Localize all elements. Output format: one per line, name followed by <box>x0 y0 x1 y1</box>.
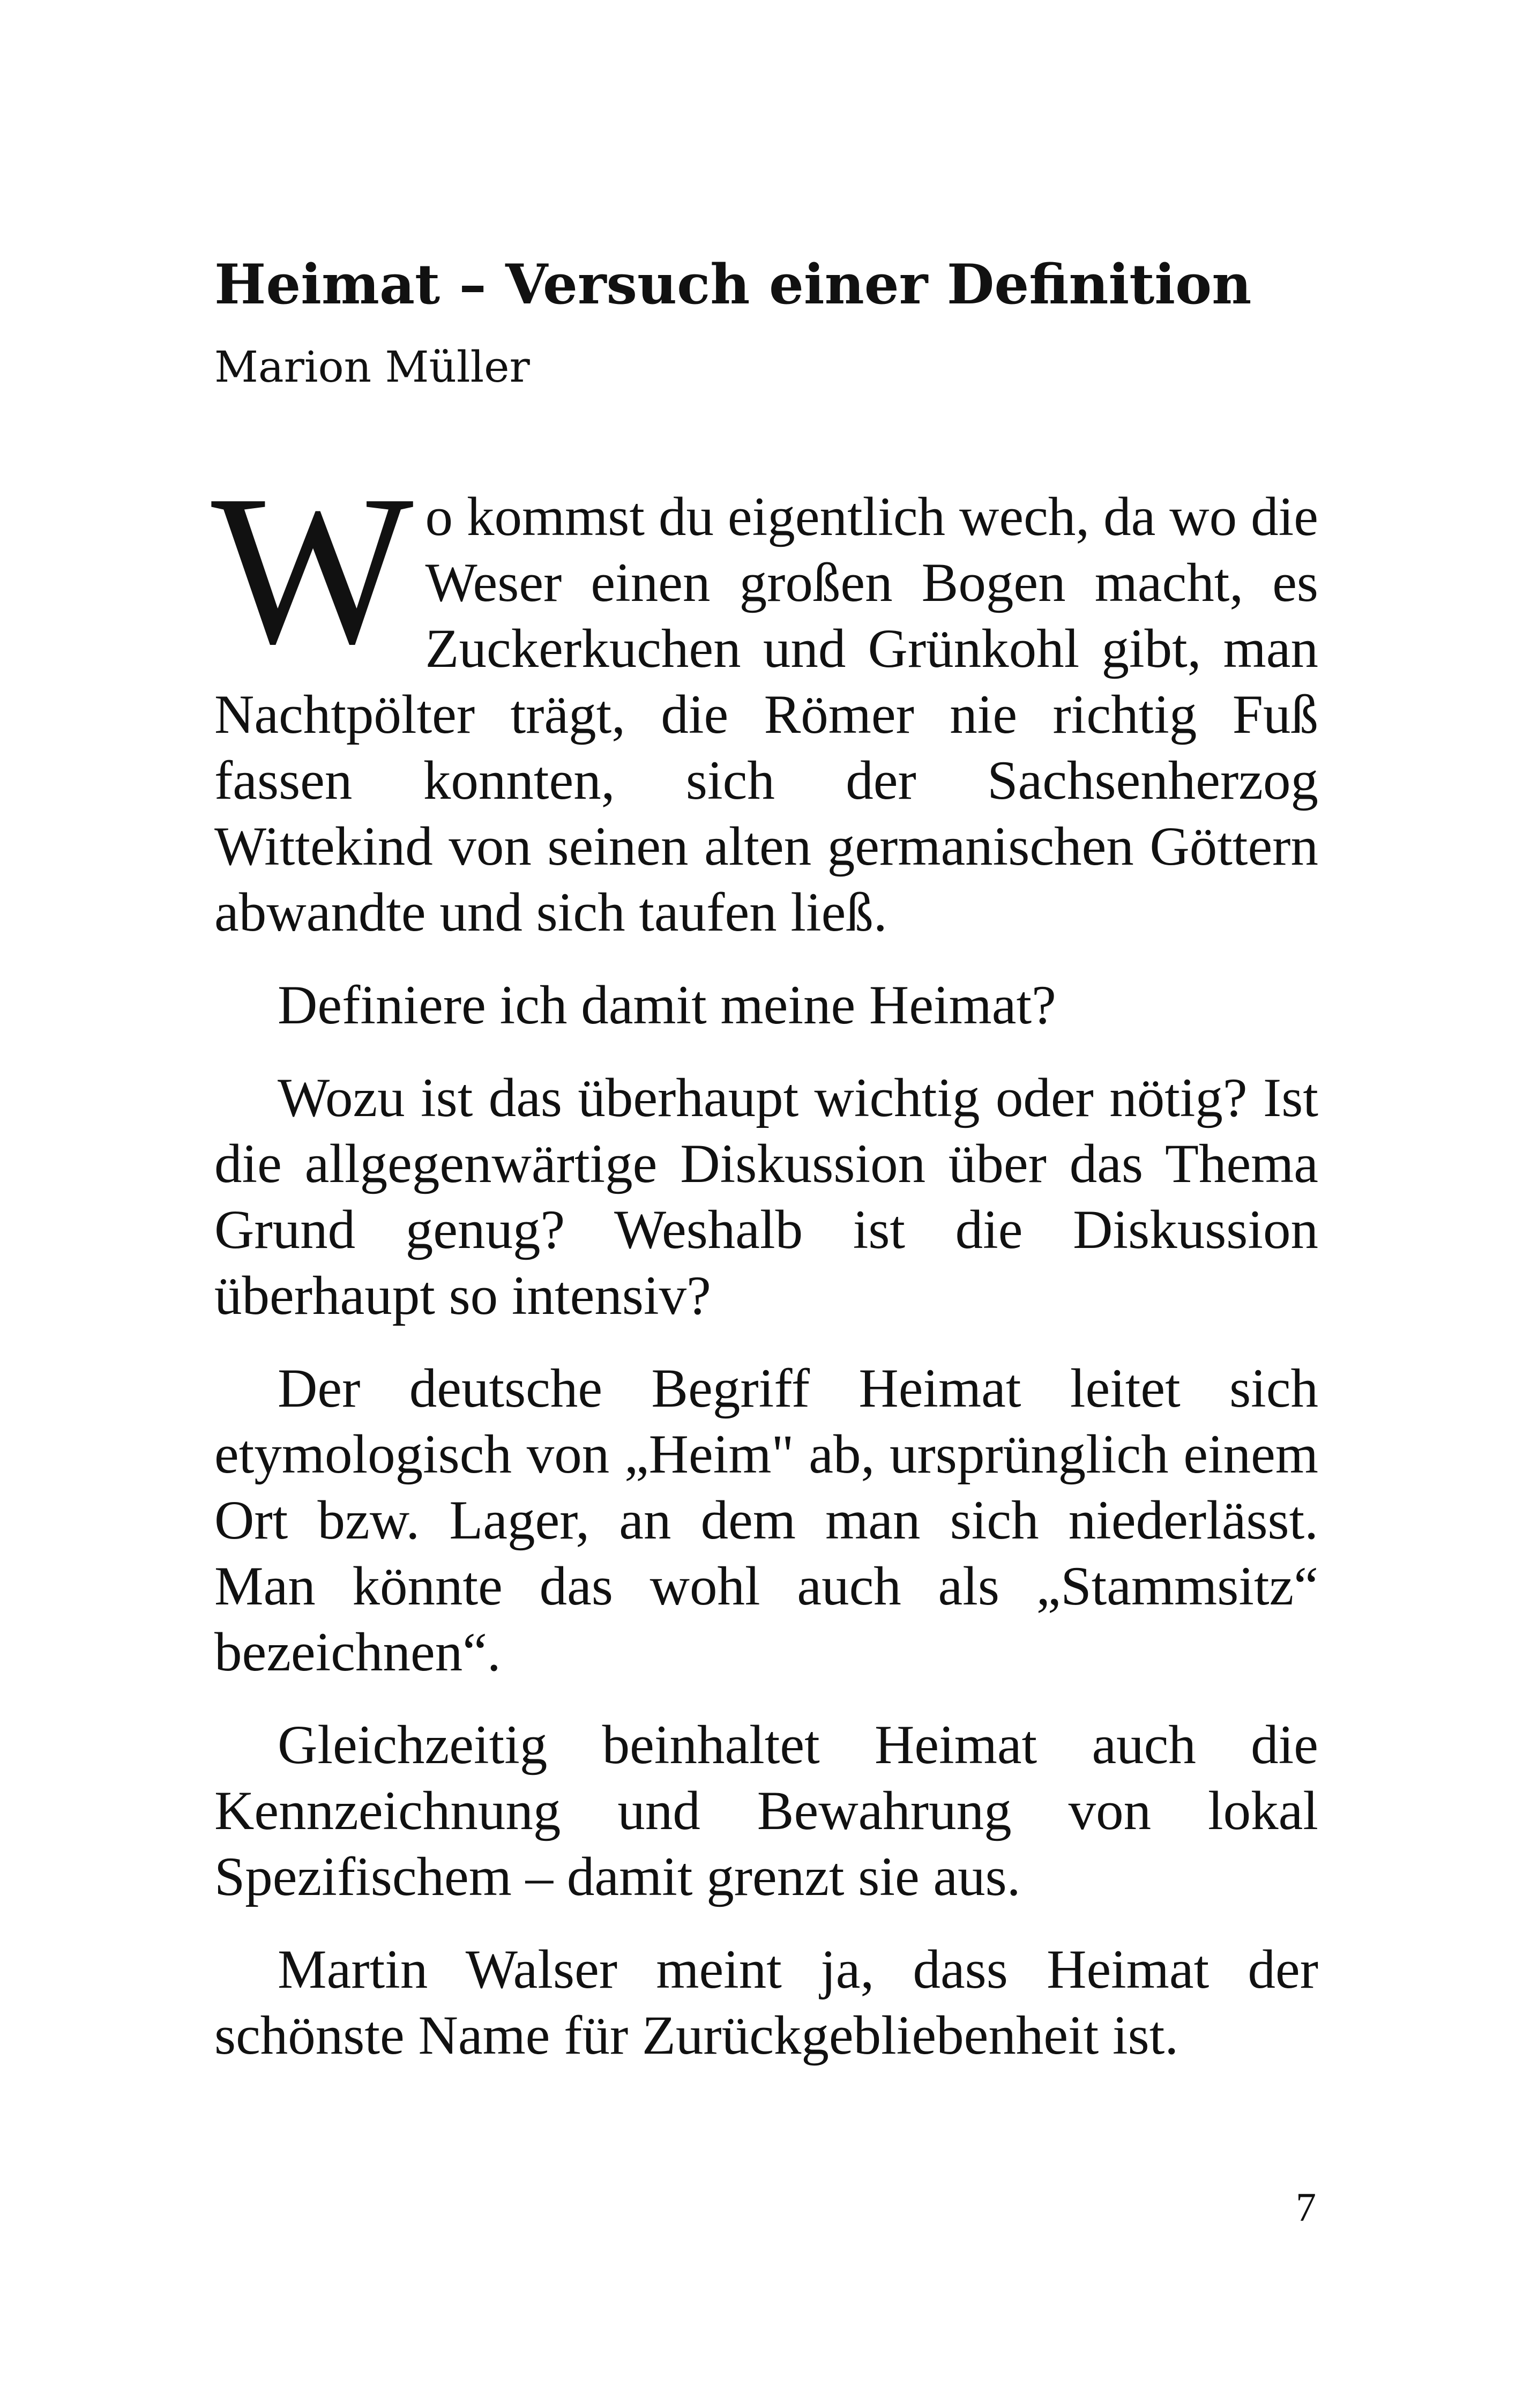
paragraph: Wozu ist das überhaupt wichtig oder nötig? Ist die allgegenwärtige Diskussion über das Thema Grund genug? Weshalb ist die Diskussion überhaupt so intensiv? <box>214 1067 1318 1327</box>
paragraph: Definiere ich damit meine Heimat? <box>278 975 1056 1036</box>
page-number: 7 <box>1296 2185 1316 2230</box>
paragraph-intro-text: o kommst du eigentlich wech, da wo die Weser einen großen Bogen macht, es Zuckerkuchen und Grünkohl gibt, man Nachtpölter trägt, die Römer nie richtig Fuß fassen konnten, sich der Sachsenherzog Wittekind von seinen alten germanischen Göttern abwandte und sich taufen ließ. <box>214 486 1318 943</box>
paragraph: Gleichzeitig beinhaltet Heimat auch die Kennzeichnung und Bewahrung von lokal Spezifischem – damit grenzt sie aus. <box>214 1714 1318 1908</box>
paragraph: Der deutsche Begriff Heimat leitet sich etymologisch von „Heim" ab, ursprünglich einem Ort bzw. Lager, an dem man sich niederlässt. Man könnte das wohl auch als „Stammsitz“ bezeichnen“. <box>214 1358 1318 1683</box>
chapter-title: Heimat – Versuch einer Definition <box>214 252 1252 317</box>
paragraph: Martin Walser meint ja, dass Heimat der schönste Name für Zurückgebliebenheit ist. <box>214 1939 1318 2067</box>
paragraph-intro <box>211 451 1318 946</box>
book-page <box>211 252 1318 2069</box>
drop-cap: W <box>211 451 414 689</box>
author-name: Marion Müller <box>214 342 530 392</box>
body-text <box>211 451 1318 2069</box>
